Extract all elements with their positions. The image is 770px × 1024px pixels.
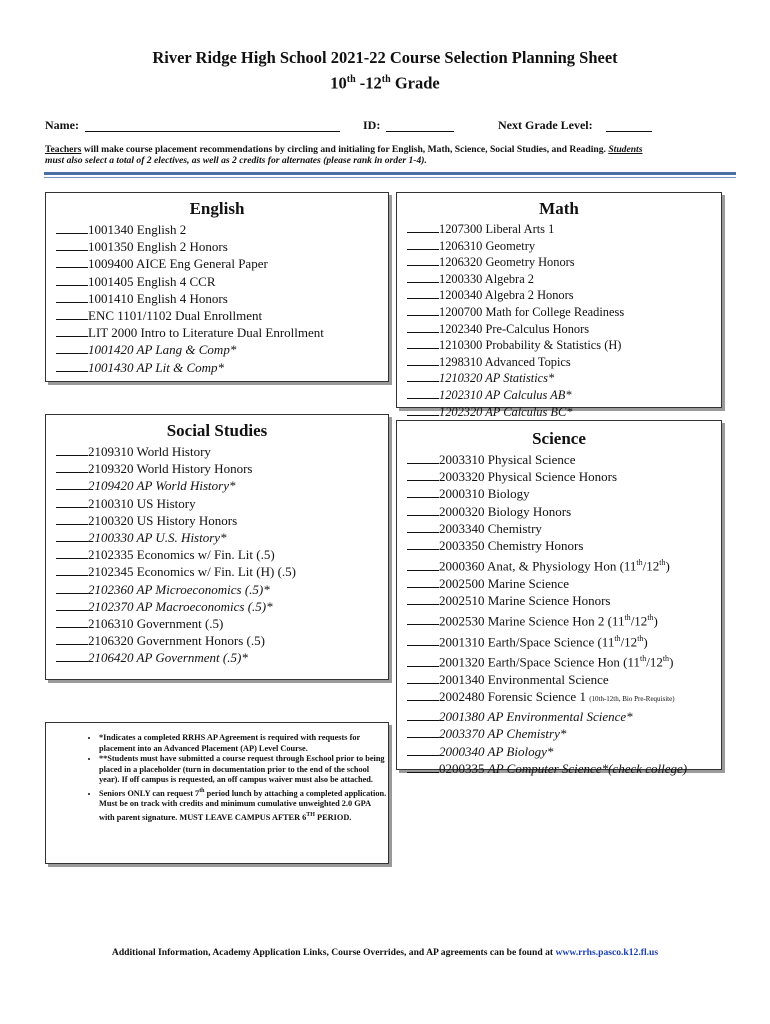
selection-blank[interactable] [407, 321, 439, 333]
selection-blank[interactable] [407, 726, 439, 738]
selection-blank[interactable] [56, 530, 88, 542]
selection-blank[interactable] [407, 287, 439, 299]
selection-blank[interactable] [56, 547, 88, 559]
grade-level-label: Next Grade Level: [498, 118, 593, 132]
course-item [56, 477, 388, 494]
selection-blank[interactable] [407, 538, 439, 550]
course-label: 2000320 Biology Honors [439, 503, 572, 519]
course-label: 2100330 AP U.S. History* [88, 530, 227, 546]
course-label: 1206310 Geometry [439, 238, 536, 253]
course-item [56, 221, 388, 238]
selection-blank[interactable] [407, 655, 439, 667]
selection-blank[interactable] [56, 222, 88, 234]
divider-line-thin [44, 177, 736, 178]
selection-blank[interactable] [407, 486, 439, 498]
selection-blank[interactable] [56, 564, 88, 576]
selection-blank[interactable] [407, 761, 439, 773]
math-course-list [397, 221, 721, 420]
course-item [56, 495, 388, 512]
course-label: 2001340 Environmental Science [439, 671, 609, 687]
course-label: 1001405 English 4 CCR [88, 273, 216, 289]
course-item [407, 337, 721, 354]
selection-blank[interactable] [56, 496, 88, 508]
course-label: 1210320 AP Statistics* [439, 371, 555, 386]
course-item [56, 563, 388, 580]
grade-level-field[interactable] [606, 131, 652, 132]
instructions-note: Teachers will make course placement recommendations by circling and initialing for English, Math, Science, Social Studies, and Reading. Students must also select a total of 2 electives, as well as 2 credits for alternates (please rank in order 1-4). [45, 144, 643, 166]
course-label: 2003350 Chemistry Honors [439, 538, 584, 554]
course-label: 2109310 World History [88, 444, 211, 459]
course-item [407, 725, 721, 742]
course-item [56, 615, 388, 632]
course-label: 2100320 US History Honors [88, 512, 238, 528]
selection-blank[interactable] [407, 521, 439, 533]
selection-blank[interactable] [56, 325, 88, 337]
course-label: 1001350 English 2 Honors [88, 239, 228, 255]
course-item [407, 404, 721, 421]
selection-blank[interactable] [407, 304, 439, 316]
social-studies-course-list [46, 443, 388, 667]
selection-blank[interactable] [407, 559, 439, 571]
course-item [407, 271, 721, 288]
name-label: Name: [45, 118, 79, 132]
course-item [407, 592, 721, 609]
selection-blank[interactable] [407, 337, 439, 349]
english-box [45, 192, 389, 382]
math-title: Math [539, 199, 579, 218]
course-item [407, 743, 721, 760]
course-label: 2102360 AP Microeconomics (.5)* [88, 581, 270, 597]
course-item: 2002530 Marine Science Hon 2 (11th/12th) [407, 609, 721, 630]
course-item [407, 520, 721, 537]
course-label: 0200335 [439, 760, 488, 776]
selection-blank[interactable] [407, 271, 439, 283]
course-item [56, 324, 388, 341]
selection-blank[interactable] [56, 256, 88, 268]
course-label: 2102370 AP Macroeconomics (.5)* [88, 598, 273, 614]
selection-blank[interactable] [56, 444, 88, 456]
title-line2: 10th -12th Grade [330, 73, 440, 93]
selection-blank[interactable] [407, 387, 439, 399]
selection-blank[interactable] [407, 504, 439, 516]
course-item [56, 546, 388, 563]
course-label: 2002500 Marine Science [439, 575, 569, 591]
selection-blank[interactable] [407, 672, 439, 684]
course-label: 1001430 AP Lit & Comp* [88, 359, 225, 375]
selection-blank[interactable] [56, 599, 88, 611]
selection-blank[interactable] [407, 634, 439, 646]
course-item [407, 575, 721, 592]
course-item [407, 354, 721, 371]
course-label: 1202320 AP Calculus BC* [439, 404, 573, 419]
course-label: 2000310 Biology [439, 486, 530, 502]
selection-blank[interactable] [56, 616, 88, 628]
course-label: 2003310 Physical Science [439, 452, 576, 467]
course-item: 2001310 Earth/Space Science (11th/12th) [407, 630, 721, 651]
course-item: 2000360 Anat, & Physiology Hon (11th/12th) [407, 554, 721, 575]
course-item [56, 238, 388, 255]
course-item [56, 632, 388, 649]
course-item [407, 708, 721, 725]
selection-blank[interactable] [407, 689, 439, 701]
page-title [0, 47, 770, 95]
course-item [56, 581, 388, 598]
course-label: 1207300 Liberal Arts 1 [439, 222, 555, 236]
science-course-list [397, 451, 721, 777]
course-label: 1298310 Advanced Topics [439, 354, 571, 369]
course-item [407, 485, 721, 502]
selection-blank[interactable] [56, 342, 88, 354]
title-line1: River Ridge High School 2021-22 Course Selection Planning Sheet [152, 48, 618, 67]
course-item [407, 287, 721, 304]
course-item [56, 290, 388, 307]
selection-blank[interactable] [407, 404, 439, 416]
selection-blank[interactable] [56, 308, 88, 320]
course-label: 1009400 AICE Eng General Paper [88, 256, 268, 272]
course-label: 2003320 Physical Science Honors [439, 469, 618, 485]
course-item [407, 321, 721, 338]
math-box [396, 192, 722, 419]
science-box [396, 420, 722, 776]
course-label: 2102335 Economics w/ Fin. Lit (.5) [88, 547, 275, 563]
course-item [56, 273, 388, 290]
selection-blank[interactable] [407, 593, 439, 605]
selection-blank[interactable] [407, 221, 439, 233]
course-item [407, 254, 721, 271]
course-item: 2002480 Forensic Science 1 (10th-12th, Bio Pre-Requisite) [407, 688, 721, 708]
course-label: 2001380 AP Environmental Science* [439, 709, 633, 725]
course-label: 2002480 Forensic Science 1 [439, 688, 590, 704]
course-label: 1202310 AP Calculus AB* [439, 387, 572, 402]
course-label: 1200340 Algebra 2 Honors [439, 288, 574, 303]
footnote-placeholder: • **Students must have submitted a course request through Eschool prior to being placed in a placeholder (turn in documentation prior to the end of the school year). If off campus is requested, an off campus waiver must also be attached. [99, 754, 388, 786]
course-label: 1206320 Geometry Honors [439, 255, 575, 270]
course-item [407, 537, 721, 554]
footnote-seniors-lunch: • Seniors ONLY can request 7th period lunch by attaching a completed application. Must be on track with credits and minimum cumulative unweighted 2.0 GPA with parent signature. MUST LEAVE CAMPUS AFTER 6TH PERIOD. [99, 786, 388, 823]
selection-blank[interactable] [56, 513, 88, 525]
course-label: 2000340 AP Biology* [439, 743, 554, 759]
selection-blank[interactable] [56, 291, 88, 303]
selection-blank[interactable] [407, 709, 439, 721]
course-item [56, 512, 388, 529]
course-item [56, 341, 388, 358]
selection-blank[interactable] [407, 469, 439, 481]
course-item [407, 221, 721, 238]
course-label: 1200330 Algebra 2 [439, 271, 534, 286]
course-label: 2109420 AP World History* [88, 478, 236, 494]
course-label: 1210300 Probability & Statistics (H) [439, 338, 622, 353]
course-label: 2000360 Anat, & Physiology Hon (11 [439, 558, 637, 574]
course-item [407, 370, 721, 387]
course-label: 1001340 English 2 [88, 222, 187, 237]
social-studies-title: Social Studies [166, 421, 268, 440]
course-label: 2003370 AP Chemistry* [439, 726, 567, 742]
selection-blank[interactable] [407, 744, 439, 756]
footnote-ap-agreement: • *Indicates a completed RRHS AP Agreement is required with requests for placement into an Advanced Placement (AP) Level Course. [99, 733, 388, 754]
selection-blank[interactable] [56, 274, 88, 286]
course-label: 2001310 Earth/Space Science (11 [439, 634, 615, 650]
course-label: 2002530 Marine Science Hon 2 (11 [439, 613, 625, 629]
selection-blank[interactable] [56, 239, 88, 251]
selection-blank[interactable] [56, 478, 88, 490]
course-label: 2106310 Government (.5) [88, 616, 224, 632]
selection-blank[interactable] [56, 633, 88, 645]
selection-blank[interactable] [407, 354, 439, 366]
course-label: 2106420 AP Government (.5)* [88, 650, 248, 666]
name-field[interactable] [85, 131, 340, 132]
selection-blank[interactable] [56, 461, 88, 473]
course-label: 2002510 Marine Science Honors [439, 592, 611, 608]
id-field[interactable] [386, 131, 454, 132]
english-title: English [189, 199, 245, 218]
course-item [56, 649, 388, 666]
selection-blank[interactable] [56, 582, 88, 594]
footer-info: Additional Information, Academy Application Links, Course Overrides, and AP agreements can be found at www.rrhs.pasco.k12.fl.us [111, 947, 659, 958]
selection-blank[interactable] [407, 613, 439, 625]
selection-blank[interactable] [56, 650, 88, 662]
course-item [56, 598, 388, 615]
course-label: 2001320 Earth/Space Science Hon (11 [439, 654, 640, 670]
course-item [56, 460, 388, 477]
id-label: ID: [363, 118, 381, 132]
course-label: LIT 2000 Intro to Literature Dual Enrollment [88, 325, 324, 341]
course-item [407, 451, 721, 468]
course-item: 0200335 AP Computer Science*(check college) [407, 760, 721, 777]
english-course-list [46, 221, 388, 376]
science-title: Science [532, 429, 586, 448]
student-info-row [45, 118, 725, 136]
divider-line [44, 172, 736, 175]
selection-blank[interactable] [56, 360, 88, 372]
course-label: 2102345 Economics w/ Fin. Lit (H) (.5) [88, 564, 296, 580]
selection-blank[interactable] [407, 254, 439, 266]
selection-blank[interactable] [407, 576, 439, 588]
social-studies-box [45, 414, 389, 680]
course-item [407, 468, 721, 485]
course-item [56, 307, 388, 324]
course-item: 2001320 Earth/Space Science Hon (11th/12th) [407, 650, 721, 671]
course-item [407, 671, 721, 688]
course-label: 2003340 Chemistry [439, 520, 542, 536]
selection-blank[interactable] [407, 238, 439, 250]
course-label: ENC 1101/1102 Dual Enrollment [88, 308, 263, 324]
course-label: 1202340 Pre-Calculus Honors [439, 321, 590, 336]
course-label: 1001410 English 4 Honors [88, 290, 228, 306]
course-label: 1200700 Math for College Readiness [439, 304, 625, 319]
course-item [407, 387, 721, 404]
footnotes-box [45, 722, 389, 864]
course-label: 2109320 World History Honors [88, 461, 253, 477]
course-label: 2100310 US History [88, 495, 196, 511]
school-website-link[interactable]: www.rrhs.pasco.k12.fl.us [555, 947, 659, 958]
selection-blank[interactable] [407, 370, 439, 382]
course-item [56, 443, 388, 460]
course-item [407, 238, 721, 255]
course-item [56, 529, 388, 546]
course-item [56, 255, 388, 272]
course-label: 1001420 AP Lang & Comp* [88, 342, 237, 358]
course-item [407, 503, 721, 520]
course-label: 2106320 Government Honors (.5) [88, 633, 265, 649]
course-item [407, 304, 721, 321]
selection-blank[interactable] [407, 452, 439, 464]
course-item [56, 359, 388, 376]
